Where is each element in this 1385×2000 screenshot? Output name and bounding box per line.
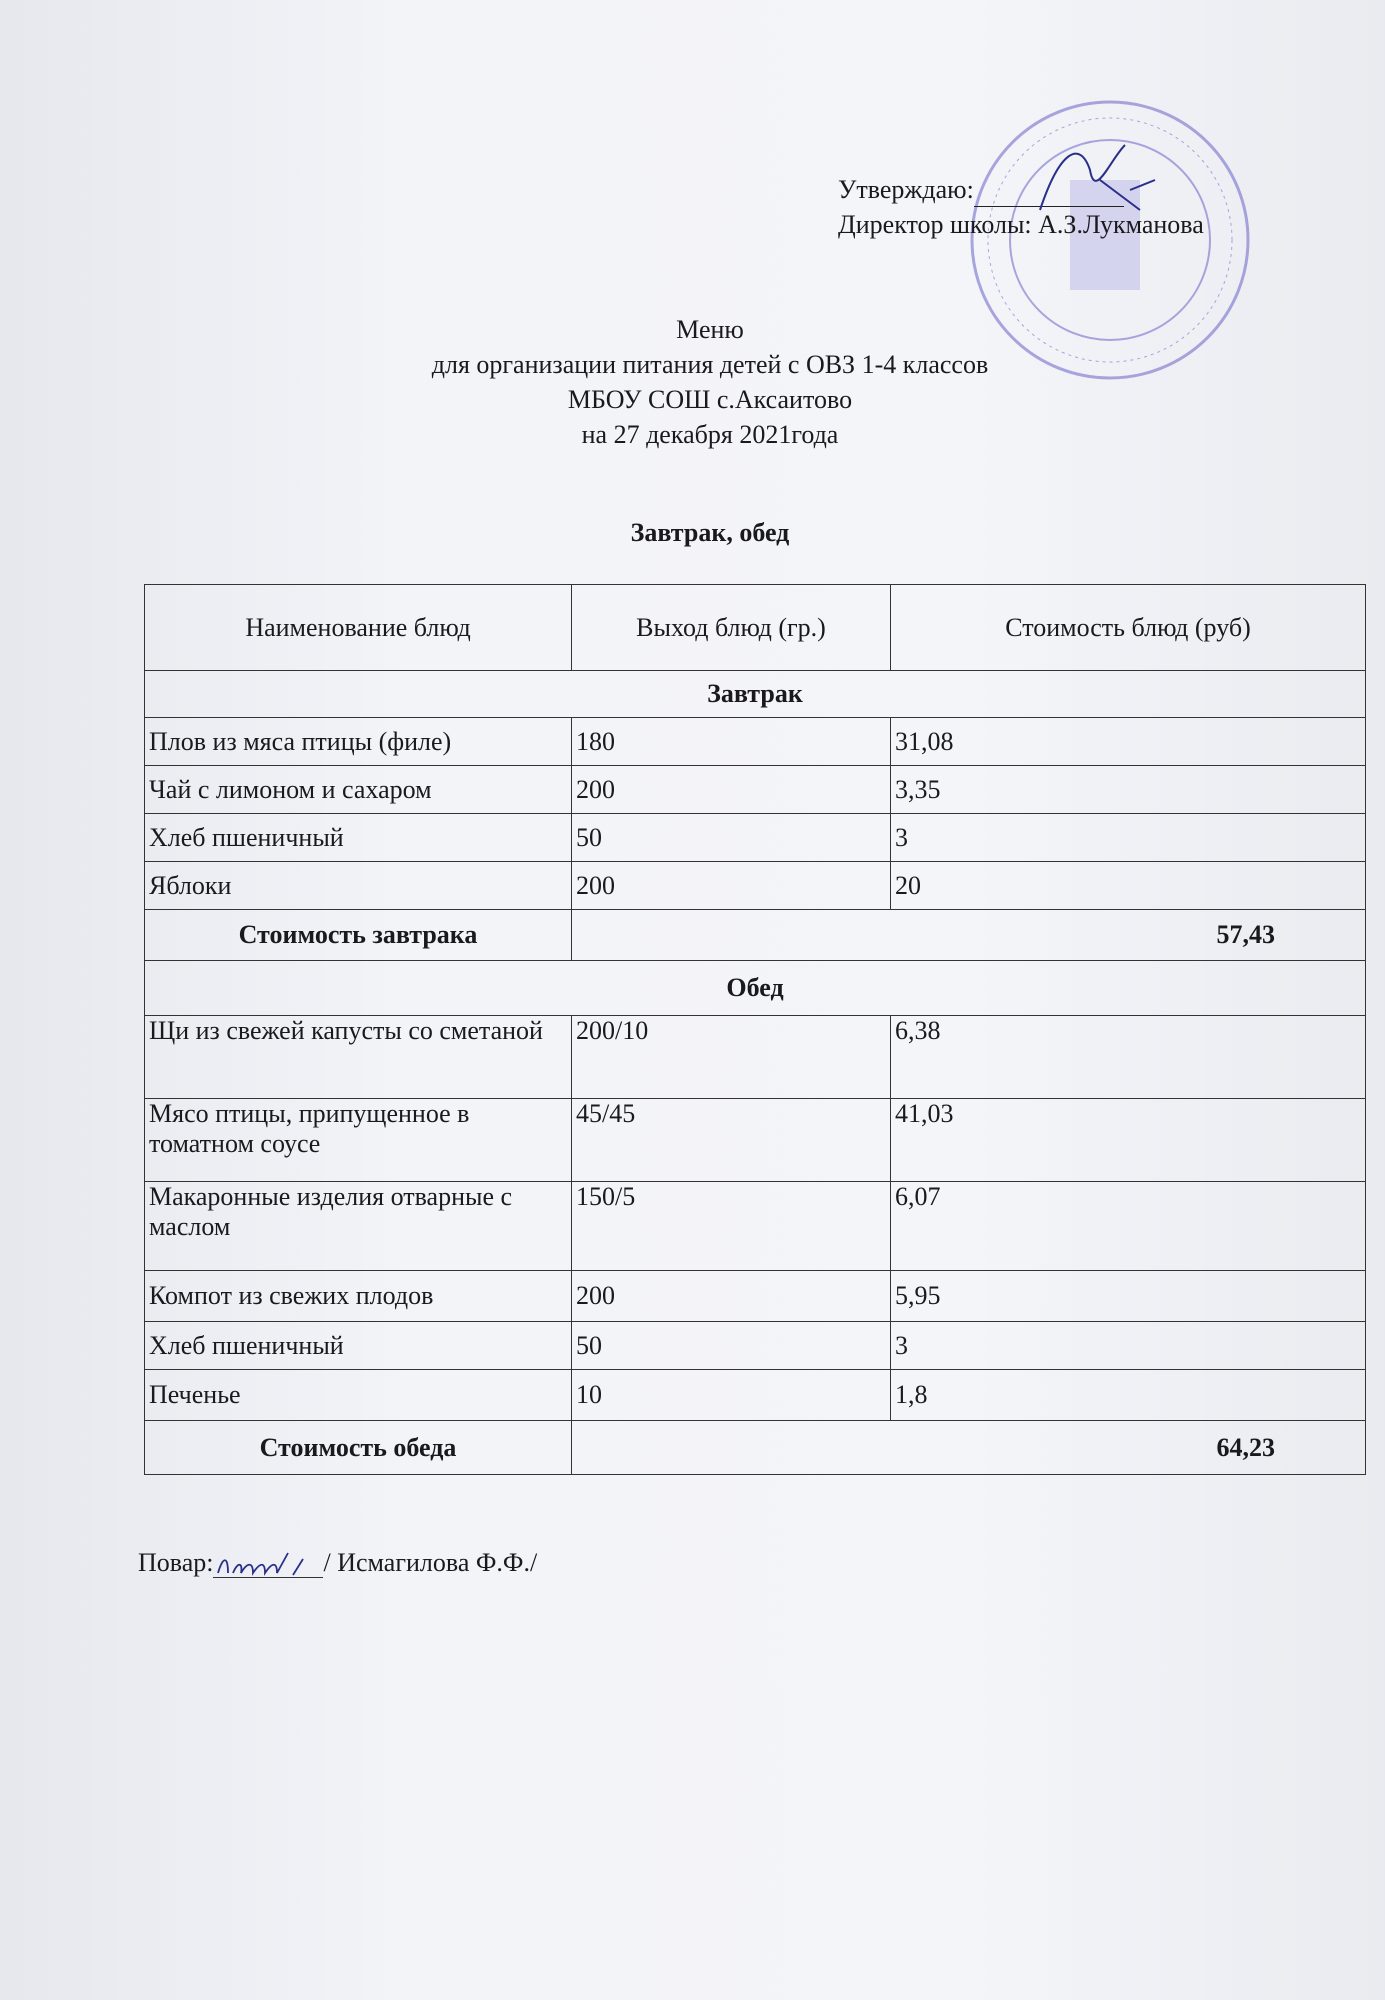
table-row <box>145 766 1366 814</box>
cell-weight: 10 <box>572 1370 891 1421</box>
group-row-breakfast <box>145 671 1366 718</box>
cell-cost: 41,03 <box>891 1099 1366 1182</box>
cell-cost: 5,95 <box>891 1271 1366 1322</box>
cell-weight: 150/5 <box>572 1182 891 1271</box>
cook-label: Повар: <box>138 1548 214 1577</box>
cell-cost: 1,8 <box>891 1370 1366 1421</box>
approval-label: Утверждаю: <box>838 175 974 204</box>
cook-signature <box>213 1551 323 1578</box>
table-row <box>145 1099 1366 1182</box>
cell-weight: 200/10 <box>572 1016 891 1099</box>
table-row <box>145 1322 1366 1370</box>
cell-name: Хлеб пшеничный <box>145 1322 572 1370</box>
cell-weight: 180 <box>572 718 891 766</box>
cell-cost: 20 <box>891 862 1366 910</box>
section-heading: Завтрак, обед <box>630 518 790 547</box>
header-weight: Выход блюд (гр.) <box>572 585 891 671</box>
total-label: Стоимость завтрака <box>145 910 572 961</box>
cook-name: / Исмагилова Ф.Ф./ <box>323 1548 538 1577</box>
total-row-breakfast <box>145 910 1366 961</box>
table-row <box>145 1182 1366 1271</box>
cell-cost: 3 <box>891 1322 1366 1370</box>
cell-cost: 6,07 <box>891 1182 1366 1271</box>
cell-cost: 3 <box>891 814 1366 862</box>
total-value: 57,43 <box>572 910 1366 961</box>
cell-name: Мясо птицы, припущенное в томатном соусе <box>145 1099 572 1182</box>
cell-weight: 200 <box>572 766 891 814</box>
cell-name: Хлеб пшеничный <box>145 814 572 862</box>
cell-cost: 31,08 <box>891 718 1366 766</box>
total-value: 64,23 <box>572 1421 1366 1475</box>
group-label: Обед <box>145 961 1366 1016</box>
title-line: на 27 декабря 2021года <box>581 420 839 449</box>
group-label: Завтрак <box>145 671 1366 718</box>
cell-name: Компот из свежих плодов <box>145 1271 572 1322</box>
cell-cost: 6,38 <box>891 1016 1366 1099</box>
director-signature <box>1030 140 1160 220</box>
table-header <box>145 585 1366 671</box>
table-row <box>145 1271 1366 1322</box>
header-cost: Стоимость блюд (руб) <box>891 585 1366 671</box>
cell-name: Щи из свежей капусты со сметаной <box>145 1016 572 1099</box>
cell-weight: 50 <box>572 1322 891 1370</box>
title-line: для организации питания детей с ОВЗ 1-4 классов <box>431 350 989 379</box>
table-row <box>145 862 1366 910</box>
table-row <box>145 1016 1366 1099</box>
cell-name: Печенье <box>145 1370 572 1421</box>
header-name: Наименование блюд <box>145 585 572 671</box>
cook-signature-block <box>138 1548 537 1578</box>
cell-name: Макаронные изделия отварные с маслом <box>145 1182 572 1271</box>
cell-weight: 45/45 <box>572 1099 891 1182</box>
title-line: МБОУ СОШ с.Аксаитово <box>567 385 853 414</box>
cell-weight: 200 <box>572 862 891 910</box>
cell-weight: 50 <box>572 814 891 862</box>
menu-table <box>144 584 1366 1475</box>
table-row <box>145 1370 1366 1421</box>
cell-name: Яблоки <box>145 862 572 910</box>
cell-cost: 3,35 <box>891 766 1366 814</box>
group-row-lunch <box>145 961 1366 1016</box>
table-row <box>145 718 1366 766</box>
table-row <box>145 814 1366 862</box>
total-label: Стоимость обеда <box>145 1421 572 1475</box>
director-name: Директор школы: А.З.Лукманова <box>838 210 1204 239</box>
cell-weight: 200 <box>572 1271 891 1322</box>
total-row-lunch <box>145 1421 1366 1475</box>
title-line: Меню <box>676 315 744 344</box>
document-title <box>0 312 1385 452</box>
cell-name: Чай с лимоном и сахаром <box>145 766 572 814</box>
cell-name: Плов из мяса птицы (филе) <box>145 718 572 766</box>
